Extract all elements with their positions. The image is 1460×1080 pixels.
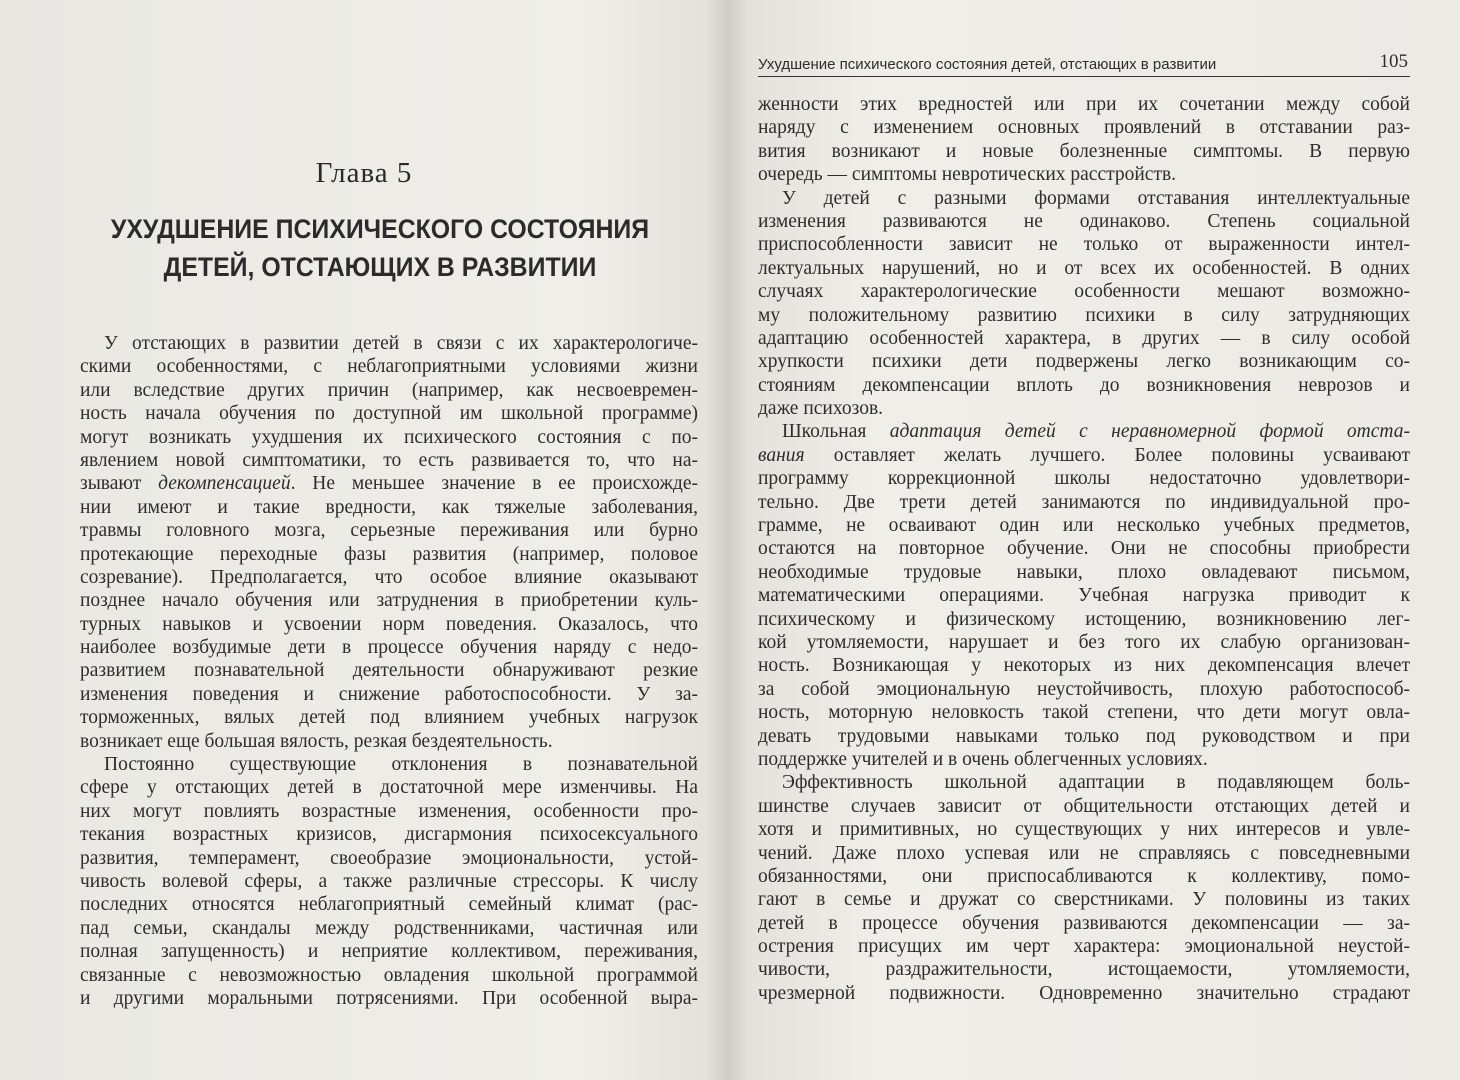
text-line: детей в процессе обучения развиваются декомпенсации — за- (758, 912, 1410, 934)
chapter-label: Глава 5 (315, 157, 413, 189)
text-line (758, 420, 1410, 443)
text-line: возникает еще большая вялость, резкая бездеятельность. (80, 730, 553, 752)
text-line: У детей с разными формами отставания интеллектуальные (782, 187, 1410, 209)
text-line: гают в семье и дружат со сверстниками. У половины из таких (758, 889, 1410, 911)
text-line: торможенных, вялых детей под влиянием учебных нагрузок (80, 707, 698, 729)
text-line: поддержке учителей и в очень облегченных условиях. (758, 748, 1208, 770)
text-line: даже психозов. (758, 398, 884, 420)
chapter-title (86, 210, 675, 286)
text-line: последних относятся неблагоприятный семейный климат (рас- (80, 894, 698, 916)
text-line: явлением новой симптоматики, то есть развивается то, что на- (80, 449, 698, 471)
text-line: изменения поведения и снижение работоспособности. У за- (80, 683, 698, 705)
text-line: за собой эмоциональную неустойчивость, плохую работоспособ- (758, 678, 1410, 700)
text-line: и другими моральными потрясениями. При особенной выра- (80, 987, 698, 1009)
italic-term: адаптация детей с неравномерной формой отста- (889, 421, 1410, 443)
text-fragment: оставляет желать лучшего. Более половины усваивают (804, 444, 1410, 466)
text-line: тельно. Две трети детей занимаются по индивидуальной про- (758, 491, 1410, 513)
text-line: протекающие переходные фазы развития (например, половое (80, 543, 698, 565)
running-head (758, 52, 1410, 77)
text-line: женности этих вредностей или при их сочетании между собой (758, 94, 1410, 115)
text-line: грамме, не осваивают один или несколько учебных предметов, (758, 515, 1410, 537)
text-line: ность начала обучения по доступной им школьной программе) (80, 403, 698, 425)
text-line: ность. Возникающая у некоторых из них декомпенсация влечет (758, 655, 1410, 677)
text-line: чивость волевой сферы, а также различные стрессоры. К числу (80, 870, 698, 892)
text-line: приспособленности зависит не только от выраженности интел- (758, 234, 1410, 256)
text-line: вития возникают и новые болезненные симптомы. В первую (758, 140, 1410, 162)
text-line: необходимые трудовые навыки, плохо овладевают письмом, (758, 561, 1410, 583)
text-line: полная запущенность) и неприятие коллективом, переживания, (80, 941, 698, 963)
text-line: наряду с изменением основных проявлений в отставании раз- (758, 117, 1410, 139)
text-line: обязанностями, они приспосабливаются к коллективу, помо- (758, 865, 1410, 887)
text-line: связанные с невозможностью овладения школьной программой (80, 964, 698, 986)
running-title: Ухудшение психического состояния детей, отстающих в развитии (758, 56, 1217, 73)
italic-term: вания (758, 444, 805, 466)
left-page (0, 0, 728, 1080)
text-line: стояниям декомпенсации вплоть до возникновения неврозов и (758, 374, 1410, 396)
text-line: психическому и физическому истощению, возникновению лег- (758, 608, 1410, 630)
text-line: развитием познавательной деятельности обнаруживают резкие (80, 660, 698, 682)
text-line: них могут повлиять возрастные изменения, особенности про- (80, 800, 698, 822)
text-line (758, 444, 1410, 467)
text-line: Эффективность школьной адаптации в подавляющем боль- (782, 772, 1410, 794)
text-line: хотя и примитивных, но существующих у них интересов и увле- (758, 819, 1410, 841)
text-line: чивости, раздражительности, истощаемости, утомляемости, (758, 959, 1410, 981)
text-line: очередь — симптомы невротических расстройств. (758, 164, 1177, 186)
text-line: скими особенностями, с неблагоприятными условиями жизни (80, 356, 698, 378)
text-line: сфере у отстающих детей в достаточной мере изменчивы. На (80, 777, 698, 799)
text-line: пад семьи, скандалы между родственниками, частичная или (80, 917, 698, 939)
text-line: могут возникать ухудшения их психического состояния с по- (80, 426, 698, 448)
italic-term: декомпенсацией (158, 473, 291, 495)
text-line: развития, темперамент, своеобразие эмоциональности, устой- (80, 847, 698, 869)
text-line: математическими операциями. Учебная нагрузка приводит к (758, 585, 1410, 607)
page-number: 105 (1379, 51, 1408, 72)
left-body-text (80, 332, 698, 1010)
text-line: лектуальных нарушений, но и от всех их особенностей. В одних (758, 257, 1410, 279)
text-line: текания возрастных кризисов, дисгармония психосексуального (80, 824, 698, 846)
text-line: изменения развиваются не одинаково. Степень социальной (758, 210, 1410, 232)
chapter-title-line: УХУДШЕНИЕ ПСИХИЧЕСКОГО СОСТОЯНИЯ (110, 214, 650, 244)
text-line: чений. Даже плохо успевая или не справляясь с повседневными (758, 842, 1410, 864)
text-line: программу коррекционной школы недостаточно удовлетвори- (758, 468, 1410, 490)
text-line: турных навыков и усвоении норм поведения. Оказалось, что (80, 613, 698, 635)
text-line: острения присущих им черт характера: эмоциональной неустой- (758, 936, 1410, 958)
text-line: остаются на повторное обучение. Они не способны приобрести (758, 538, 1410, 560)
text-line: У отстающих в развитии детей в связи с их характерологиче- (104, 333, 698, 354)
text-line: позднее начало обучения или затруднения в приобретении куль- (80, 590, 698, 612)
right-body-text (758, 93, 1410, 1005)
text-line: травмы головного мозга, серьезные переживания или бурно (80, 520, 698, 542)
text-line: нии имеют и такие вредности, как тяжелые заболевания, (80, 496, 698, 518)
text-line: ность, моторную неловкость такой степени, что дети могут овла- (758, 702, 1410, 724)
text-line: адаптацию особенностей характера, в других — в силу особой (758, 327, 1410, 349)
text-fragment: . Не меньшее значение в ее происхожде- (290, 473, 698, 495)
text-line: шинстве случаев зависит от общительности отстающих детей и (758, 795, 1410, 817)
text-line: чрезмерной подвижности. Одновременно значительно страдают (758, 982, 1410, 1004)
text-line: Постоянно существующие отклонения в познавательной (104, 754, 698, 776)
text-fragment: Школьная (782, 421, 890, 443)
chapter-title-line: ДЕТЕЙ, ОТСТАЮЩИХ В РАЗВИТИИ (163, 252, 597, 282)
text-line: му положительному развитию психики в силу затрудняющих (758, 304, 1410, 326)
text-line: наиболее возбудимые дети в процессе обучения наряду с недо- (80, 637, 698, 659)
text-line (80, 472, 698, 495)
text-line: хрупкости психики дети подвержены легко возникающим со- (758, 351, 1410, 373)
text-line: девать трудовыми навыками только под руководством и при (758, 725, 1410, 747)
text-fragment: зывают (80, 473, 159, 495)
text-line: или вследствие других причин (например, как несвоевремен- (80, 379, 698, 401)
text-line: созревание). Предполагается, что особое влияние оказывают (80, 566, 698, 588)
text-line: кой утомляемости, нарушает и без того их слабую организован- (758, 631, 1410, 653)
right-page (728, 0, 1460, 1080)
text-line: случаях характерологические особенности мешают возможно- (758, 281, 1410, 303)
